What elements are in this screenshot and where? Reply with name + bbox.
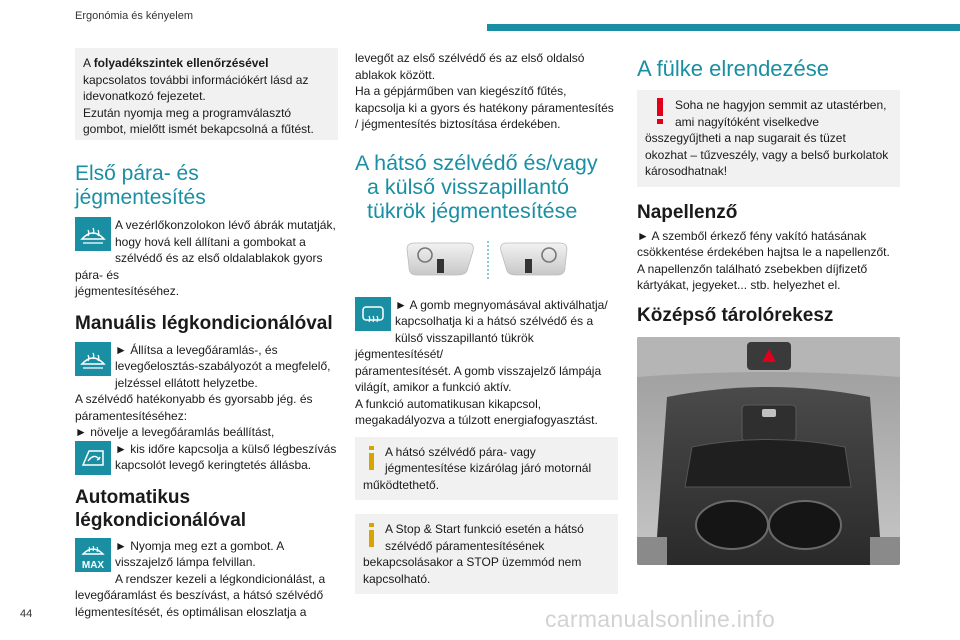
manual-ac-title: Manuális légkondicionálóval [75, 312, 333, 334]
warning-exclamation-icon [649, 97, 671, 127]
rear-defrost-text: ► A gomb megnyomásával aktiválhatja/ kapcsolhatja ki a hátsó szélvédő és a külső visszapillantó tükrök jégmentesítését/ páramentesítését. A gomb visszajelző lámpája világít, amikor a funkció aktív. A funkció automatikusan kikapcsol, megakadályozva a túlzott energiafogyasztást. [355, 297, 608, 427]
note-line: összegyűjtheti a nap sugarait és tüzet [645, 131, 846, 145]
column-1 [75, 48, 338, 620]
rear-screen-defrost-icon [355, 297, 391, 331]
auto-ac-text: ► Nyomja meg ezt a gombot. A visszajelző lámpa felvillan. A rendszer kezeli a légkondicionálást, a levegőáramlást és beszívást, a hátsó szélvédő légmentesítését, és optimálisan eloszlatja a [75, 538, 326, 619]
recirculation-text: ► kis időre kapcsolja a külső légbeszívás kapcsolót levegő keringtetés állásba. [115, 441, 337, 472]
sun-visor-text: ► A szemből érkező fény vakító hatásának csökkentése érdekében hajtsa le a napellenzőt. A napellenzőn található zsebekben díjfizető kártyákat, jegyeket... stb. helyezhet el. [637, 228, 890, 292]
column-2 [355, 50, 618, 594]
fire-warning-note [637, 90, 900, 187]
rear-defrost-illustration [355, 237, 618, 287]
manual-ac-text: ► Állítsa a levegőáramlás-, és levegőelosztás-szabályozót a megfelelő, jelzéssel ellátott helyzetbe. A szélvédő hatékonyabb és gyorsabb jég. és páramentesítéséhez: ► növelje a levegőáramlás beállítást, [75, 342, 331, 439]
auto-ac-title: Automatikus légkondicionálóval [75, 486, 247, 531]
note-line: Soha ne hagyjon semmit az utastérben, [675, 98, 887, 112]
defrost-text: A vezérlőkonzolokon lévő ábrák mutatják, hogy hová kell állítani a gombokat a szélvédő és az első oldalablakok gyors pára- és jégmentesítéséhez. [75, 218, 336, 298]
cabin-layout-title: A fülke elrendezése [637, 56, 830, 81]
note-line: A hátsó szélvédő pára- vagy [385, 444, 536, 459]
sun-visor-title: Napellenző [637, 201, 738, 223]
note-line: működtethető. [363, 477, 440, 492]
note-line: Ezután nyomja meg a programválasztó [83, 105, 292, 120]
rear-defrost-title: A hátsó szélvédő és/vagy a külső visszapillantó tükrök jégmentesítése [355, 150, 598, 223]
note-line: A Stop & Start funkció esetén a hátsó [385, 522, 584, 536]
note-line: bekapcsolásakor a STOP üzemmód nem [363, 555, 582, 569]
info-note-stop-start [355, 514, 618, 594]
note-line: szélvédő páramentesítésének [385, 538, 545, 553]
air-recirculation-icon [75, 441, 111, 475]
note-line: kapcsolható. [363, 571, 431, 586]
note-line: ami nagyítóként viselkedve [675, 114, 820, 129]
center-storage-title: Középső tárolórekesz [637, 304, 834, 326]
info-icon [365, 521, 379, 549]
note-line: gombot, mielőtt ismét bekapcsolná a fűtést. [83, 122, 314, 136]
info-icon [365, 444, 379, 472]
continuation-text: levegőt az első szélvédő és az első oldalsó ablakok között. Ha a gépjárműben van kiegészítő fűtés, kapcsolja ki a gyors és hatékony páramentesítés / jégmentesítés biztosítása érdekében. [355, 51, 614, 131]
max-defrost-icon [75, 538, 111, 572]
max-label: MAX [81, 559, 105, 571]
info-note-engine [355, 437, 618, 501]
defrost-title: Első pára- és jégmentesítés [75, 162, 206, 209]
watermark: carmanualsonline.info [545, 606, 776, 632]
note-line: okozhat – tűzveszély, vagy a belső burkolatok [645, 147, 889, 162]
note-line: jégmentesítése kizárólag járó motornál [385, 461, 592, 475]
page-number: 44 [20, 608, 33, 620]
center-storage-photo [637, 337, 900, 565]
front-windscreen-defrost-icon [75, 342, 111, 376]
note-line: A folyadékszintek ellenőrzésével [83, 56, 269, 70]
fluid-check-note [75, 48, 338, 140]
section-title: Ergonómia és kényelem [75, 10, 194, 22]
note-line: idevonatkozó fejezetet. [83, 89, 206, 103]
note-line: károsodhatnak! [645, 164, 728, 178]
column-3 [637, 57, 900, 565]
front-windscreen-defrost-icon [75, 217, 111, 251]
note-line: kapcsolatos további információkért lásd az [83, 72, 309, 87]
header-accent-bar [487, 24, 960, 31]
